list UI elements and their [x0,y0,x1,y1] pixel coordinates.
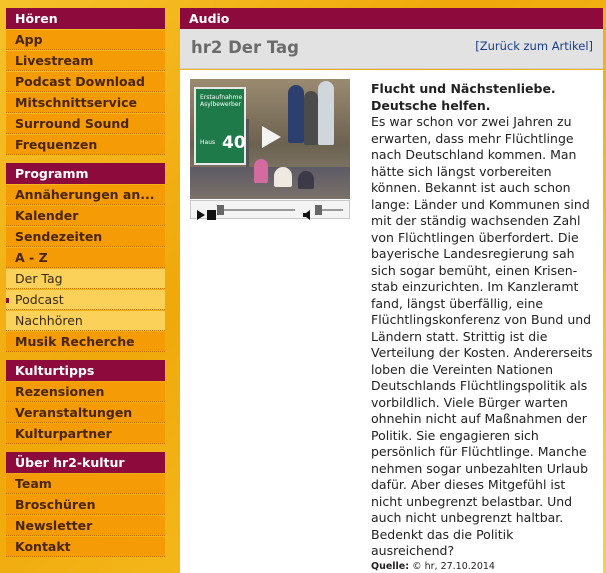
sidebar-item[interactable] [6,72,165,92]
sidebar-item[interactable] [6,474,165,494]
sidebar-item[interactable] [6,30,165,50]
sidebar-item[interactable] [6,114,165,134]
person-figure [318,81,334,145]
sidebar-item-label: Livestream [15,53,94,68]
sidebar-item[interactable] [6,269,165,289]
person-figure [274,167,292,187]
media-player [190,79,350,221]
article-headline: Flucht und Nächstenliebe. Deutsche helfen. [371,81,556,113]
article-source [371,561,596,572]
title-bar [180,29,603,69]
sidebar-item[interactable] [6,516,165,536]
sidebar-item[interactable] [6,311,165,331]
section-header: Audio [180,8,603,29]
source-value: © hr, 27.10.2014 [412,560,495,572]
sign-number: 40 [222,133,246,153]
sidebar-item[interactable] [6,248,165,268]
seek-bar[interactable] [217,209,295,211]
nav-section [6,452,165,557]
sidebar-item-label: Podcast Download [15,74,145,89]
sidebar-item[interactable] [6,403,165,423]
sidebar-item-label: Annäherungen an... [15,187,155,202]
sidebar-item[interactable] [6,206,165,226]
sidebar-item-label: Newsletter [15,518,93,533]
sidebar-item[interactable] [6,537,165,557]
article-body: Es war schon vor zwei Jahren zu erwarten, dass mehr Flüchtlinge nach Deutschland kommen. Man hätte sich längst vorbereiten können. Bekannt ist auch schon lange: Länder und Kommunen sind mit der ständig wachsenden Zahl von Flüchtlingen überfordert. Die bayerische Landesregierung sah sich sogar bemüht, einen Krisen-stab einzurichten. Im Kanzleramt fand, längst überfällig, eine Flüchtlingskonferenz von Bund und Ländern statt. Strittig ist die Verteilung der Kosten. Andererseits loben die Vereinten Nationen Deutschlands Flüchtlingspolitik als vorbildlich. Viele Bürger warten ohnehin nicht auf Maßnahmen der Politik. Sie engagieren sich persönlich für Flüchtlinge. Manche nehmen sogar unbezahlten Urlaub dafür. Aber dieses Mitgefühl ist nicht unbegrenzt belastbar. Und auch nicht unbegrenzt haltbar. Bedenkt das die Politik ausreichend? [371,114,593,558]
sidebar-item[interactable] [6,185,165,205]
nav-section-title: Hören [6,8,165,29]
sidebar-item-label: Surround Sound [15,116,130,131]
sidebar-nav [6,8,165,565]
back-to-article-link[interactable]: [Zurück zum Artikel] [475,39,593,53]
seek-handle[interactable] [217,205,224,215]
sidebar-item-label: Rezensionen [15,384,105,399]
person-figure [298,171,314,189]
sidebar-item[interactable] [6,93,165,113]
sidebar-item-label: Musik Recherche [15,334,135,349]
source-label: Quelle: [371,560,410,572]
ground [190,167,350,199]
play-control-icon[interactable] [197,205,205,224]
nav-section [6,360,165,444]
sign-line-1: Erstaufnahme [200,94,243,101]
nav-section-title: Über hr2-kultur [6,452,165,473]
sidebar-item[interactable] [6,227,165,247]
sidebar-item[interactable] [6,382,165,402]
sidebar-item-label: Mitschnittservice [15,95,137,110]
sidebar-item-label: App [15,32,43,47]
sidebar-item[interactable] [6,495,165,515]
sidebar-item[interactable] [6,332,165,352]
sidebar-item[interactable] [6,290,165,310]
volume-icon[interactable] [303,205,313,224]
nav-section [6,8,165,155]
page-title: hr2 Der Tag [191,38,299,57]
shelter-sign [194,87,246,165]
volume-handle[interactable] [315,205,322,215]
sidebar-item[interactable] [6,424,165,444]
sidebar-item-label: Kalender [15,208,79,223]
sidebar-item[interactable] [6,135,165,155]
sidebar-item-label: Frequenzen [15,137,98,152]
active-bullet-icon [6,298,9,303]
sidebar-item-label: Podcast [15,292,64,307]
sidebar-item-label: Veranstaltungen [15,405,133,420]
stop-icon[interactable] [207,205,216,224]
sidebar-item-label: Broschüren [15,497,96,512]
nav-section-title: Kulturtipps [6,360,165,381]
audio-main-panel [180,70,603,573]
player-controls [190,200,350,219]
sidebar-item-label: Sendezeiten [15,229,103,244]
sidebar-item-label: Kontakt [15,539,71,554]
sign-line-2: Asylbewerber [200,101,241,108]
sidebar-item-label: Der Tag [15,271,63,286]
person-figure [254,159,268,183]
person-figure [288,85,304,143]
person-figure [304,91,318,145]
sidebar-item-label: A - Z [15,250,48,265]
sidebar-item-label: Nachhören [15,313,83,328]
sign-label: Haus [200,139,216,146]
article [371,81,596,572]
sidebar-item[interactable] [6,51,165,71]
nav-section-title: Programm [6,163,165,184]
sidebar-item-label: Team [15,476,52,491]
play-icon[interactable] [256,123,284,151]
sidebar-item-label: Kulturpartner [15,426,112,441]
video-thumbnail[interactable] [190,79,350,199]
content-area [180,8,603,573]
nav-section [6,163,165,352]
